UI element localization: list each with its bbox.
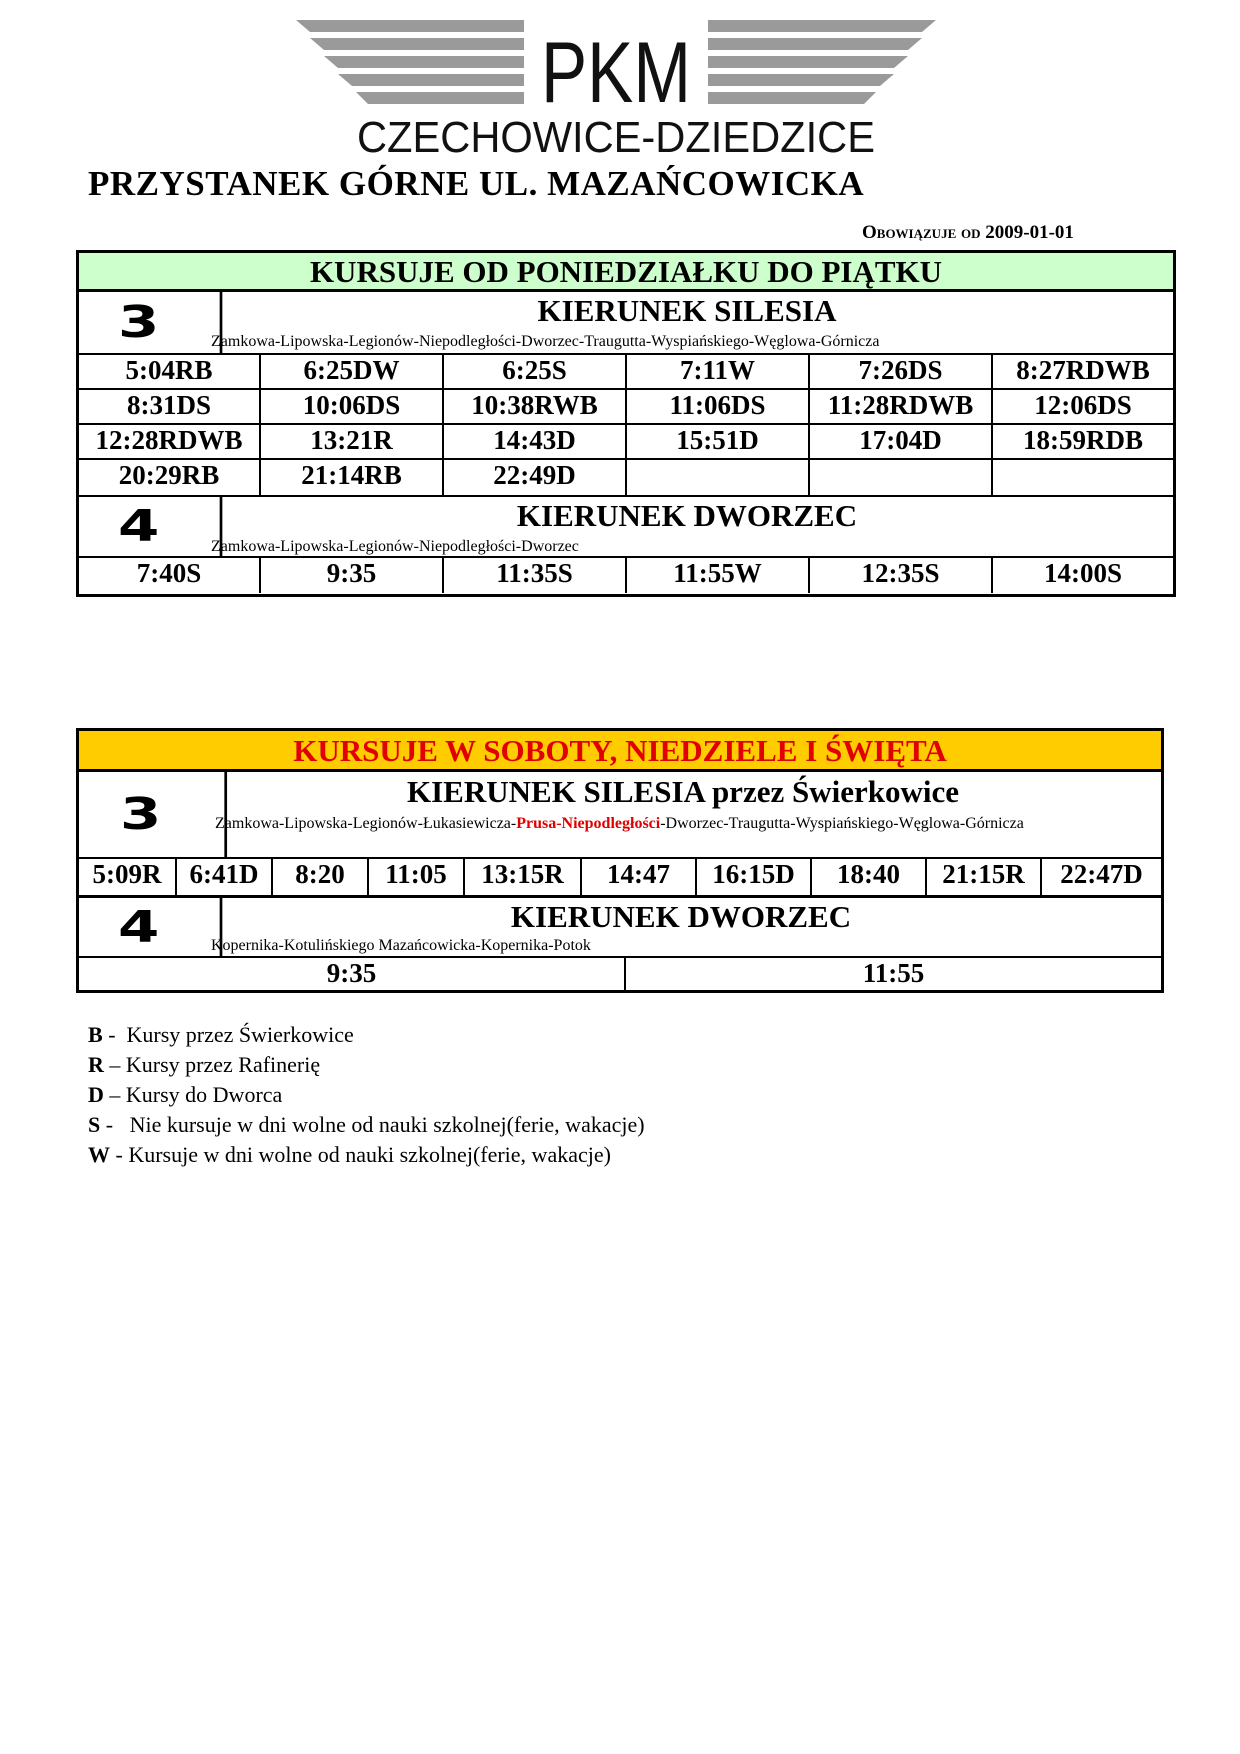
stop-title: PRZYSTANEK GÓRNE UL. MAZAŃCOWICKA: [88, 164, 865, 203]
logo-brand: PKM: [541, 25, 691, 121]
timetable-grid: [79, 355, 1173, 495]
departure-time: 7:11W: [627, 355, 810, 390]
legend-text: Kursuje w dni wolne od nauki szkolnej(ferie, wakacje): [128, 1142, 611, 1167]
route-3-weekday: [79, 292, 1173, 355]
legend-item: [88, 1080, 645, 1110]
logo-city: CZECHOWICE-DZIEDZICE: [357, 113, 875, 158]
legend-separator: –: [103, 1082, 126, 1107]
route-path: Kopernika-Kotulińskiego Mazańcowicka-Kopernika-Potok: [211, 937, 591, 954]
weekend-panel: [76, 728, 1164, 993]
legend-separator: -: [100, 1112, 130, 1137]
route-number: 3: [57, 772, 227, 857]
route-path: Zamkowa-Lipowska-Legionów-Niepodległości-Dworzec: [211, 538, 579, 555]
departure-time: 7:40S: [79, 558, 261, 593]
departure-time: 18:59RDB: [993, 425, 1173, 460]
departure-time: 18:40: [812, 859, 927, 895]
pkm-logo: [296, 18, 936, 158]
timetable-grid: [79, 859, 1161, 898]
route-path-highlight: Prusa-Niepodległości: [516, 815, 661, 832]
legend-key: W: [88, 1142, 110, 1167]
timetable-grid: [79, 958, 1161, 992]
departure-time: 5:04RB: [79, 355, 261, 390]
route-direction: KIERUNEK DWORZEC: [516, 498, 858, 533]
valid-from: Obowiązuje od 2009-01-01: [862, 222, 1074, 243]
departure-time: [810, 460, 993, 495]
legend-key: B: [88, 1022, 103, 1047]
weekday-header: KURSUJE OD PONIEDZIAŁKU DO PIĄTKU: [79, 253, 1173, 292]
departure-time: [993, 460, 1173, 495]
departure-time: 15:51D: [627, 425, 810, 460]
departure-time: 22:49D: [444, 460, 627, 495]
departure-time: 21:14RB: [261, 460, 444, 495]
route-path-end: -Dworzec-Traugutta-Wyspiańskiego-Węglowa-Górnicza: [660, 815, 1024, 832]
departure-time: [627, 460, 810, 495]
legend-separator: -: [102, 1022, 127, 1047]
departure-time: 6:25DW: [261, 355, 444, 390]
legend-text: Kursy przez Świerkowice: [126, 1022, 354, 1047]
departure-time: 11:35S: [444, 558, 627, 593]
departure-time: 21:15R: [927, 859, 1042, 895]
route-path: [215, 814, 1101, 833]
route-path-start: Zamkowa-Lipowska-Legionów-Łukasiewicza-: [215, 815, 517, 832]
departure-time: 16:15D: [697, 859, 812, 895]
legend-key: D: [88, 1082, 104, 1107]
legend-text: Nie kursuje w dni wolne od nauki szkolnej(ferie, wakacje): [129, 1112, 645, 1137]
departure-time: 9:35: [261, 558, 444, 593]
weekend-header: KURSUJE W SOBOTY, NIEDZIELE I ŚWIĘTA: [79, 731, 1161, 772]
legend-key: R: [88, 1052, 104, 1077]
departure-time: 22:47D: [1060, 859, 1143, 889]
departure-time: 9:35: [79, 958, 626, 992]
route-direction: KIERUNEK SILESIA: [537, 293, 837, 328]
legend: [88, 1020, 645, 1170]
departure-time: 11:05: [369, 859, 465, 895]
departure-time: 14:47: [582, 859, 697, 895]
departure-time: 13:15R: [465, 859, 582, 895]
route-number: 4: [58, 497, 223, 556]
departure-time: 7:26DS: [810, 355, 993, 390]
departure-time: 14:00S: [1043, 558, 1122, 588]
legend-separator: -: [110, 1142, 129, 1167]
legend-item: [88, 1110, 645, 1140]
departure-time: 13:21R: [261, 425, 444, 460]
departure-time: 8:31DS: [79, 390, 261, 425]
departure-time: 20:29RB: [79, 460, 261, 495]
departure-time: 12:35S: [810, 558, 993, 593]
route-number: 3: [58, 292, 223, 353]
route-direction: KIERUNEK SILESIA przez Świerkowice: [407, 774, 959, 809]
legend-item: [88, 1140, 645, 1170]
departure-time: 11:28RDWB: [810, 390, 993, 425]
legend-separator: –: [103, 1052, 126, 1077]
route-number: 4: [58, 898, 223, 956]
route-4-weekday: [79, 495, 1173, 558]
departure-time: 14:43D: [444, 425, 627, 460]
legend-item: [88, 1050, 645, 1080]
departure-time: 6:41D: [177, 859, 273, 895]
route-path: Zamkowa-Lipowska-Legionów-Niepodległości-Dworzec-Traugutta-Wyspiańskiego-Węglowa-Górnicza: [211, 333, 880, 350]
legend-key: S: [88, 1112, 101, 1137]
departure-time: 17:04D: [810, 425, 993, 460]
route-direction: KIERUNEK DWORZEC: [510, 899, 852, 934]
timetable-grid: [79, 558, 1173, 593]
departure-time: 5:09R: [79, 859, 177, 895]
departure-time: 10:06DS: [261, 390, 444, 425]
departure-time: 11:06DS: [627, 390, 810, 425]
departure-time: 11:55: [862, 958, 925, 988]
departure-time: 12:28RDWB: [79, 425, 261, 460]
legend-item: [88, 1020, 645, 1050]
departure-time: 11:55W: [627, 558, 810, 593]
departure-time: 8:27RDWB: [993, 355, 1173, 390]
legend-text: Kursy do Dworca: [125, 1082, 283, 1107]
legend-text: Kursy przez Rafinerię: [125, 1052, 321, 1077]
departure-time: 6:25S: [444, 355, 627, 390]
departure-time: 8:20: [273, 859, 369, 895]
route-3-weekend: [79, 772, 1161, 859]
route-4-weekend: [79, 898, 1161, 958]
departure-time: 10:38RWB: [444, 390, 627, 425]
departure-time: 12:06DS: [993, 390, 1173, 425]
weekday-panel: [76, 250, 1176, 597]
